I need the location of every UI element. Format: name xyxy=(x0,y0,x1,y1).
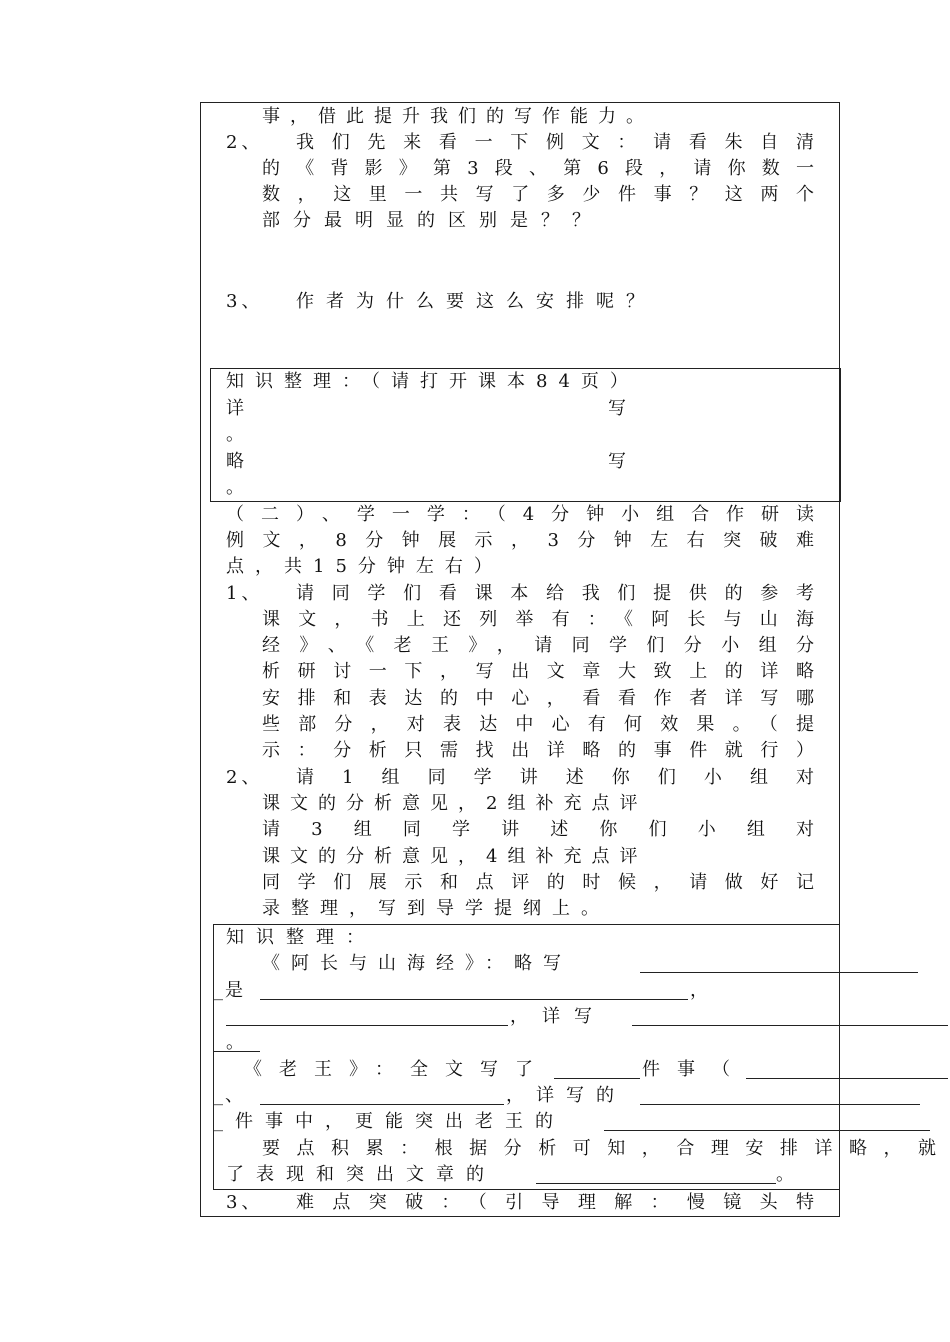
question-2-number: 2、 xyxy=(226,132,264,153)
changgeng-line-2-comma: ， xyxy=(690,980,718,1001)
laowang-blank-3[interactable] xyxy=(260,1104,504,1105)
difficulty-question-text: 难点突破：（引导理解：慢镜头特 xyxy=(296,1192,814,1213)
laowang-blank-5[interactable] xyxy=(604,1130,930,1131)
question-2-line-2: 的《背影》第3段、第6段，请你数一 xyxy=(262,158,814,179)
study-question-2-number: 2、 xyxy=(226,767,264,788)
section-2-line-1: （二）、学一学：（4分钟小组合作研读 xyxy=(226,504,814,525)
changgeng-blank-1[interactable] xyxy=(640,972,918,973)
changgeng-line-3-detail: ，详写 xyxy=(510,1006,606,1027)
study-question-2-line-3: 请3组同学讲述你们小组对 xyxy=(262,819,814,840)
key-points-line-2-period: 。 xyxy=(776,1164,804,1185)
knowledge-1-xie-1: 写 xyxy=(608,398,636,419)
laowang-line-1-count: 件事（ xyxy=(642,1059,747,1080)
study-question-1-number: 1、 xyxy=(226,583,264,604)
question-2-line-1: 我们先来看一下例文：请看朱自清 xyxy=(296,132,814,153)
laowang-blank-1[interactable] xyxy=(554,1078,640,1079)
knowledge-1-lue: 略 xyxy=(226,451,254,472)
intro-line: 事，借此提升我们的写作能力。 xyxy=(262,106,654,127)
knowledge-2-title: 知识整理： xyxy=(226,927,376,948)
study-question-1-line-1: 请同学们看课本给我们提供的参考 xyxy=(296,583,814,604)
question-3-number: 3、 xyxy=(226,291,264,312)
changgeng-line-2-prefix: _是 xyxy=(214,980,245,1001)
changgeng-blank-4[interactable] xyxy=(632,1025,948,1026)
changgeng-blank-2[interactable] xyxy=(260,999,688,1000)
key-points-line-2: 了表现和突出文章的 xyxy=(226,1164,496,1185)
study-question-2-line-6: 录整理，写到导学提纲上。 xyxy=(262,898,610,919)
knowledge-1-title: 知识整理：（请打开课本84页） xyxy=(226,371,639,392)
key-points-line-1: 要点积累：根据分析可知，合理安排详略，就 xyxy=(262,1138,936,1159)
study-question-2-line-4: 课文的分析意见，4组补充点评 xyxy=(262,846,648,867)
knowledge-1-period-2: 。 xyxy=(226,477,254,498)
knowledge-1-xiang: 详 xyxy=(226,398,254,419)
study-question-1-line-5: 安排和表达的中心，看看作者详写哪 xyxy=(262,688,814,709)
difficulty-question-number: 3、 xyxy=(226,1192,264,1213)
laowang-line-2-detail: ，详写的 xyxy=(506,1085,626,1106)
changgeng-line-4-period: 。 xyxy=(226,1032,254,1053)
changgeng-blank-3[interactable] xyxy=(226,1025,508,1026)
laowang-line-2-prefix: _、 xyxy=(214,1085,245,1106)
question-2-line-3: 数，这里一共写了多少件事？这两个 xyxy=(262,184,814,205)
section-2-line-3: 点，共15分钟左右） xyxy=(226,556,503,577)
key-points-blank[interactable] xyxy=(536,1183,776,1184)
changgeng-line-1: 《阿长与山海经》：略写 xyxy=(262,953,572,974)
study-question-1-line-2: 课文，书上还列举有：《阿长与山海 xyxy=(262,609,814,630)
study-question-1-line-6: 些部分，对表达中心有何效果。（提 xyxy=(262,714,814,735)
knowledge-1-xie-2: 写 xyxy=(608,451,636,472)
section-2-line-2: 例文，8分钟展示，3分钟左右突破难 xyxy=(226,530,814,551)
question-3-text: 作者为什么要这么安排呢？ xyxy=(296,291,656,312)
laowang-line-3: _件事中，更能突出老王的 xyxy=(214,1111,565,1132)
study-question-1-line-4: 析研讨一下，写出文章大致上的详略 xyxy=(262,661,814,682)
study-question-2-line-2: 课文的分析意见，2组补充点评 xyxy=(262,793,648,814)
laowang-blank-2[interactable] xyxy=(746,1078,948,1079)
study-question-1-line-3: 经》、《老王》，请同学们分小组分 xyxy=(262,635,814,656)
study-question-2-line-1: 请1组同学讲述你们小组对 xyxy=(296,767,814,788)
study-question-1-line-7: 示：分析只需找出详略的事件就行） xyxy=(262,740,814,761)
study-question-2-line-5: 同学们展示和点评的时候，请做好记 xyxy=(262,872,814,893)
laowang-blank-4[interactable] xyxy=(640,1104,920,1105)
knowledge-1-period-1: 。 xyxy=(226,424,254,445)
question-2-line-4: 部分最明显的区别是？？ xyxy=(262,210,603,231)
laowang-line-1: 《老王》：全文写了 xyxy=(244,1059,550,1080)
